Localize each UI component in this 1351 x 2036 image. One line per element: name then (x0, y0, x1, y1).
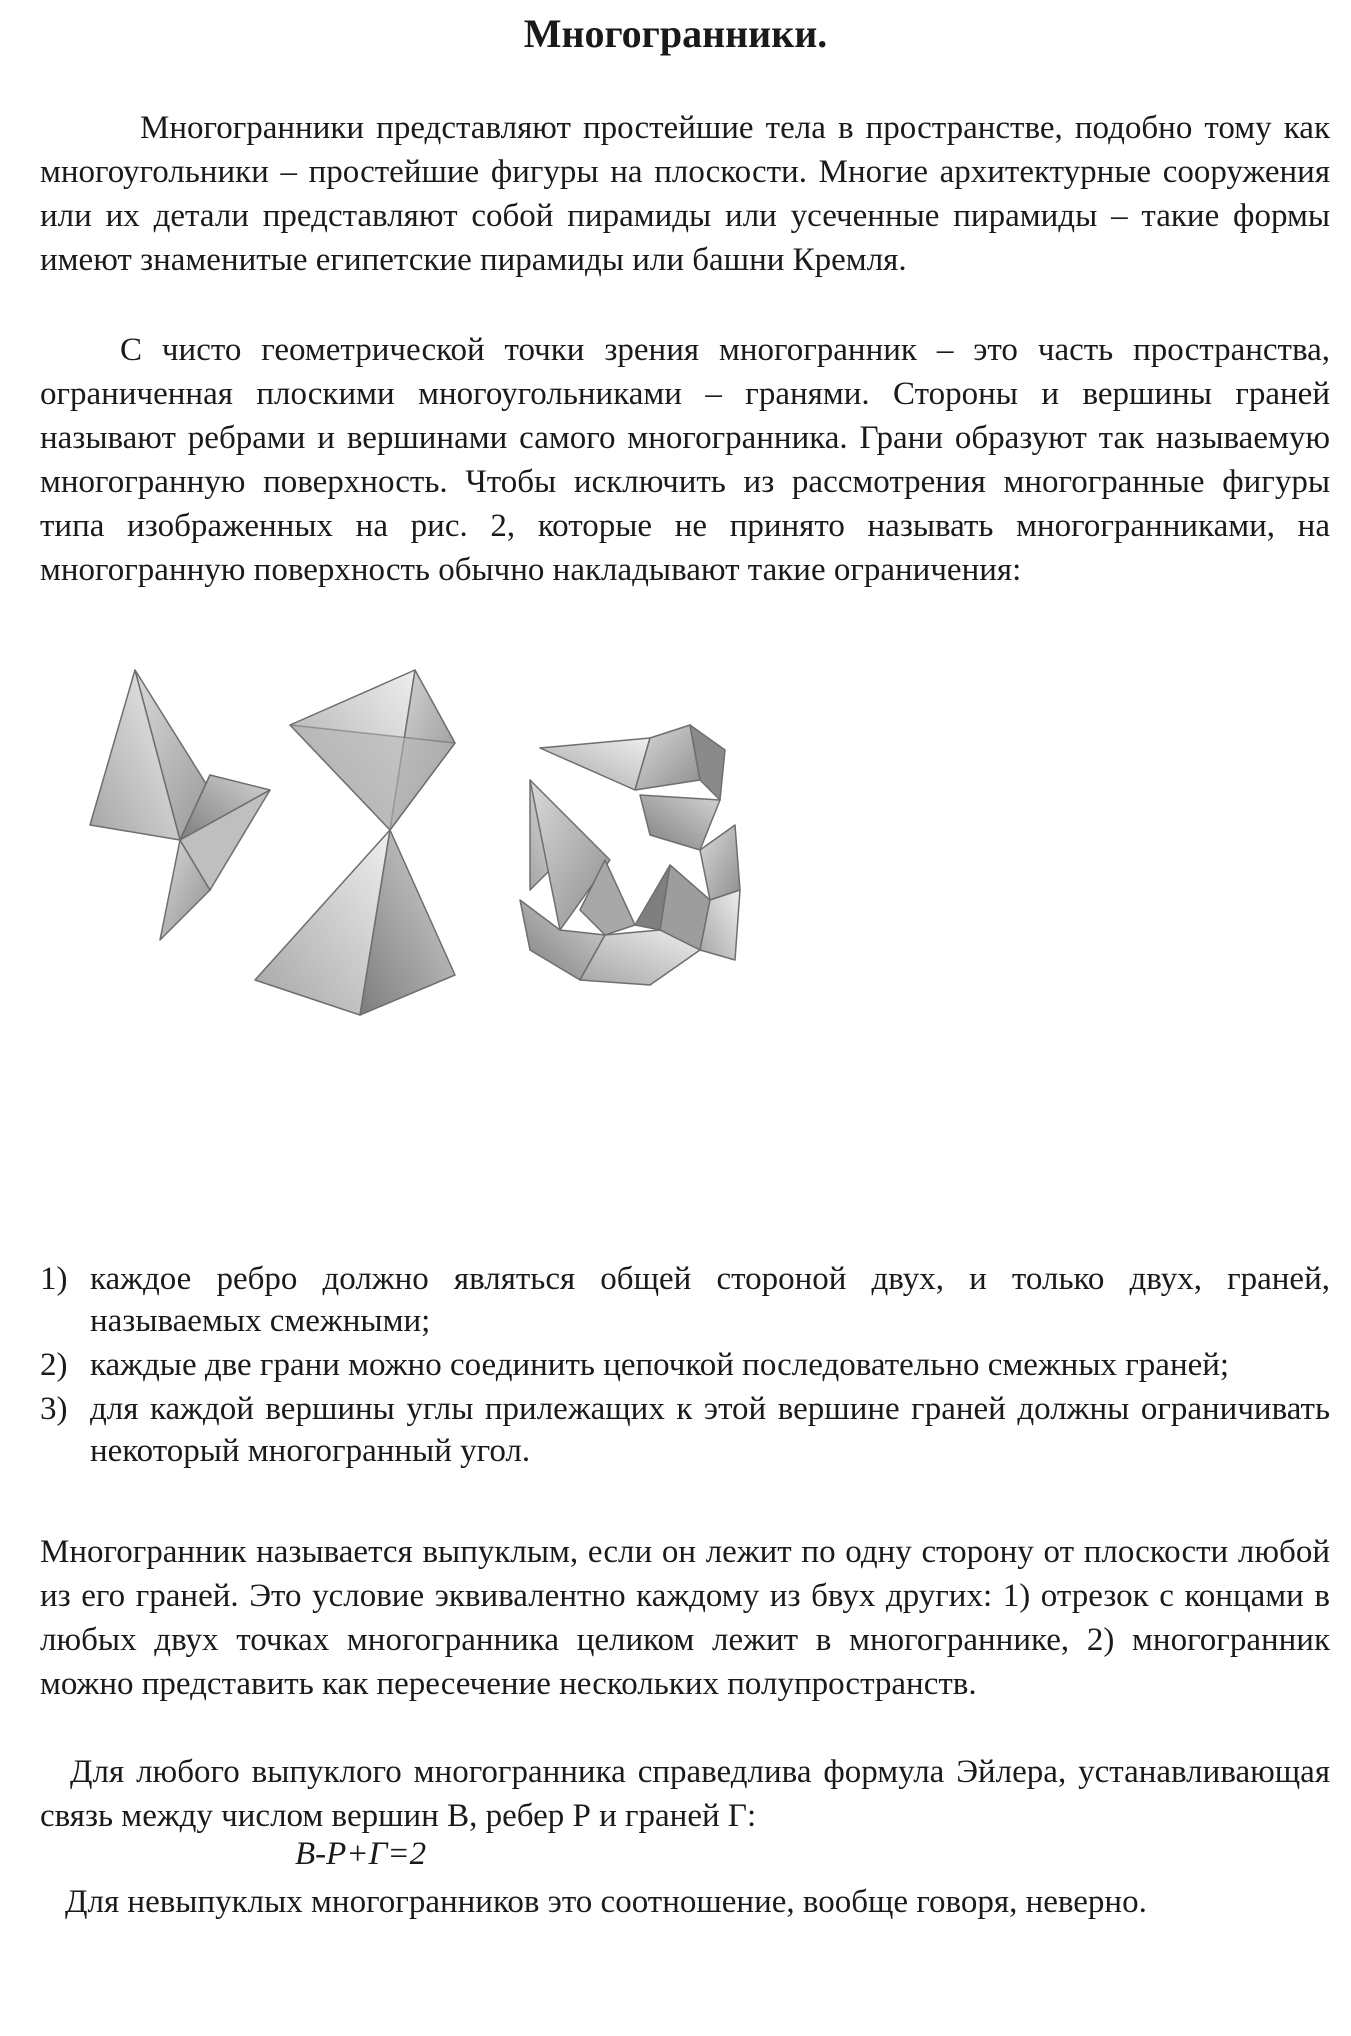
list-item (40, 1258, 1330, 1342)
list-item (40, 1388, 1330, 1472)
list-item-number: 2) (40, 1347, 68, 1383)
paragraph-nonconvex: Для невыпуклых многогранников это соотношение, вообще говоря, неверно. (65, 1884, 1147, 1920)
list-item-text: каждое ребро должно являться общей стороной двух, и только двух, граней, называемых смежными; (90, 1261, 1330, 1339)
list-item-number: 1) (40, 1261, 68, 1297)
polyhedral-figures-drawing (60, 650, 960, 1110)
paragraph-definition: С чисто геометрической точки зрения многогранник – это часть пространства, ограниченная плоскими многоугольниками – гранями. Стороны и вершины граней называют ребрами и вершинами самого многогранника. Грани образуют так называемую многогранную поверхность. Чтобы исключить из рассмотрения многогранные фигуры типа изображенных на рис. 2, которые не принято называть многогранниками, на многогранную поверхность обычно накладывают такие ограничения: (40, 332, 1330, 588)
figure-left-tetrahedra (90, 670, 270, 940)
euler-formula: В-Р+Г=2 (295, 1836, 427, 1872)
list-item (40, 1344, 1330, 1386)
figure-right-ring (520, 725, 740, 985)
figure-middle-pyramids (255, 670, 455, 1015)
list-item-text: для каждой вершины углы прилежащих к этой вершине граней должны ограничивать некоторый многогранный угол. (90, 1391, 1330, 1469)
paragraph-convex: Многогранник называется выпуклым, если он лежит по одну сторону от плоскости любой из его граней. Это условие эквивалентно каждому из бвух других: 1) отрезок с концами в любых двух точках многогранника целиком лежит в многограннике, 2) многогранник можно представить как пересечение нескольких полупространств. (40, 1534, 1330, 1702)
list-item-text: каждые две грани можно соединить цепочкой последовательно смежных граней; (90, 1347, 1230, 1383)
conditions-list (40, 1258, 1330, 1474)
paragraph-euler: Для любого выпуклого многогранника справедлива формула Эйлера, устанавливающая связь между числом вершин В, ребер Р и граней Г: (40, 1754, 1330, 1834)
list-item-number: 3) (40, 1391, 68, 1427)
paragraph-intro: Многогранники представляют простейшие тела в пространстве, подобно тому как многоугольники – простейшие фигуры на плоскости. Многие архитектурные сооружения или их детали представляют собой пирамиды или усеченные пирамиды – такие формы имеют знаменитые египетские пирамиды или башни Кремля. (40, 110, 1330, 278)
page-title: Многогранники. (523, 11, 828, 56)
